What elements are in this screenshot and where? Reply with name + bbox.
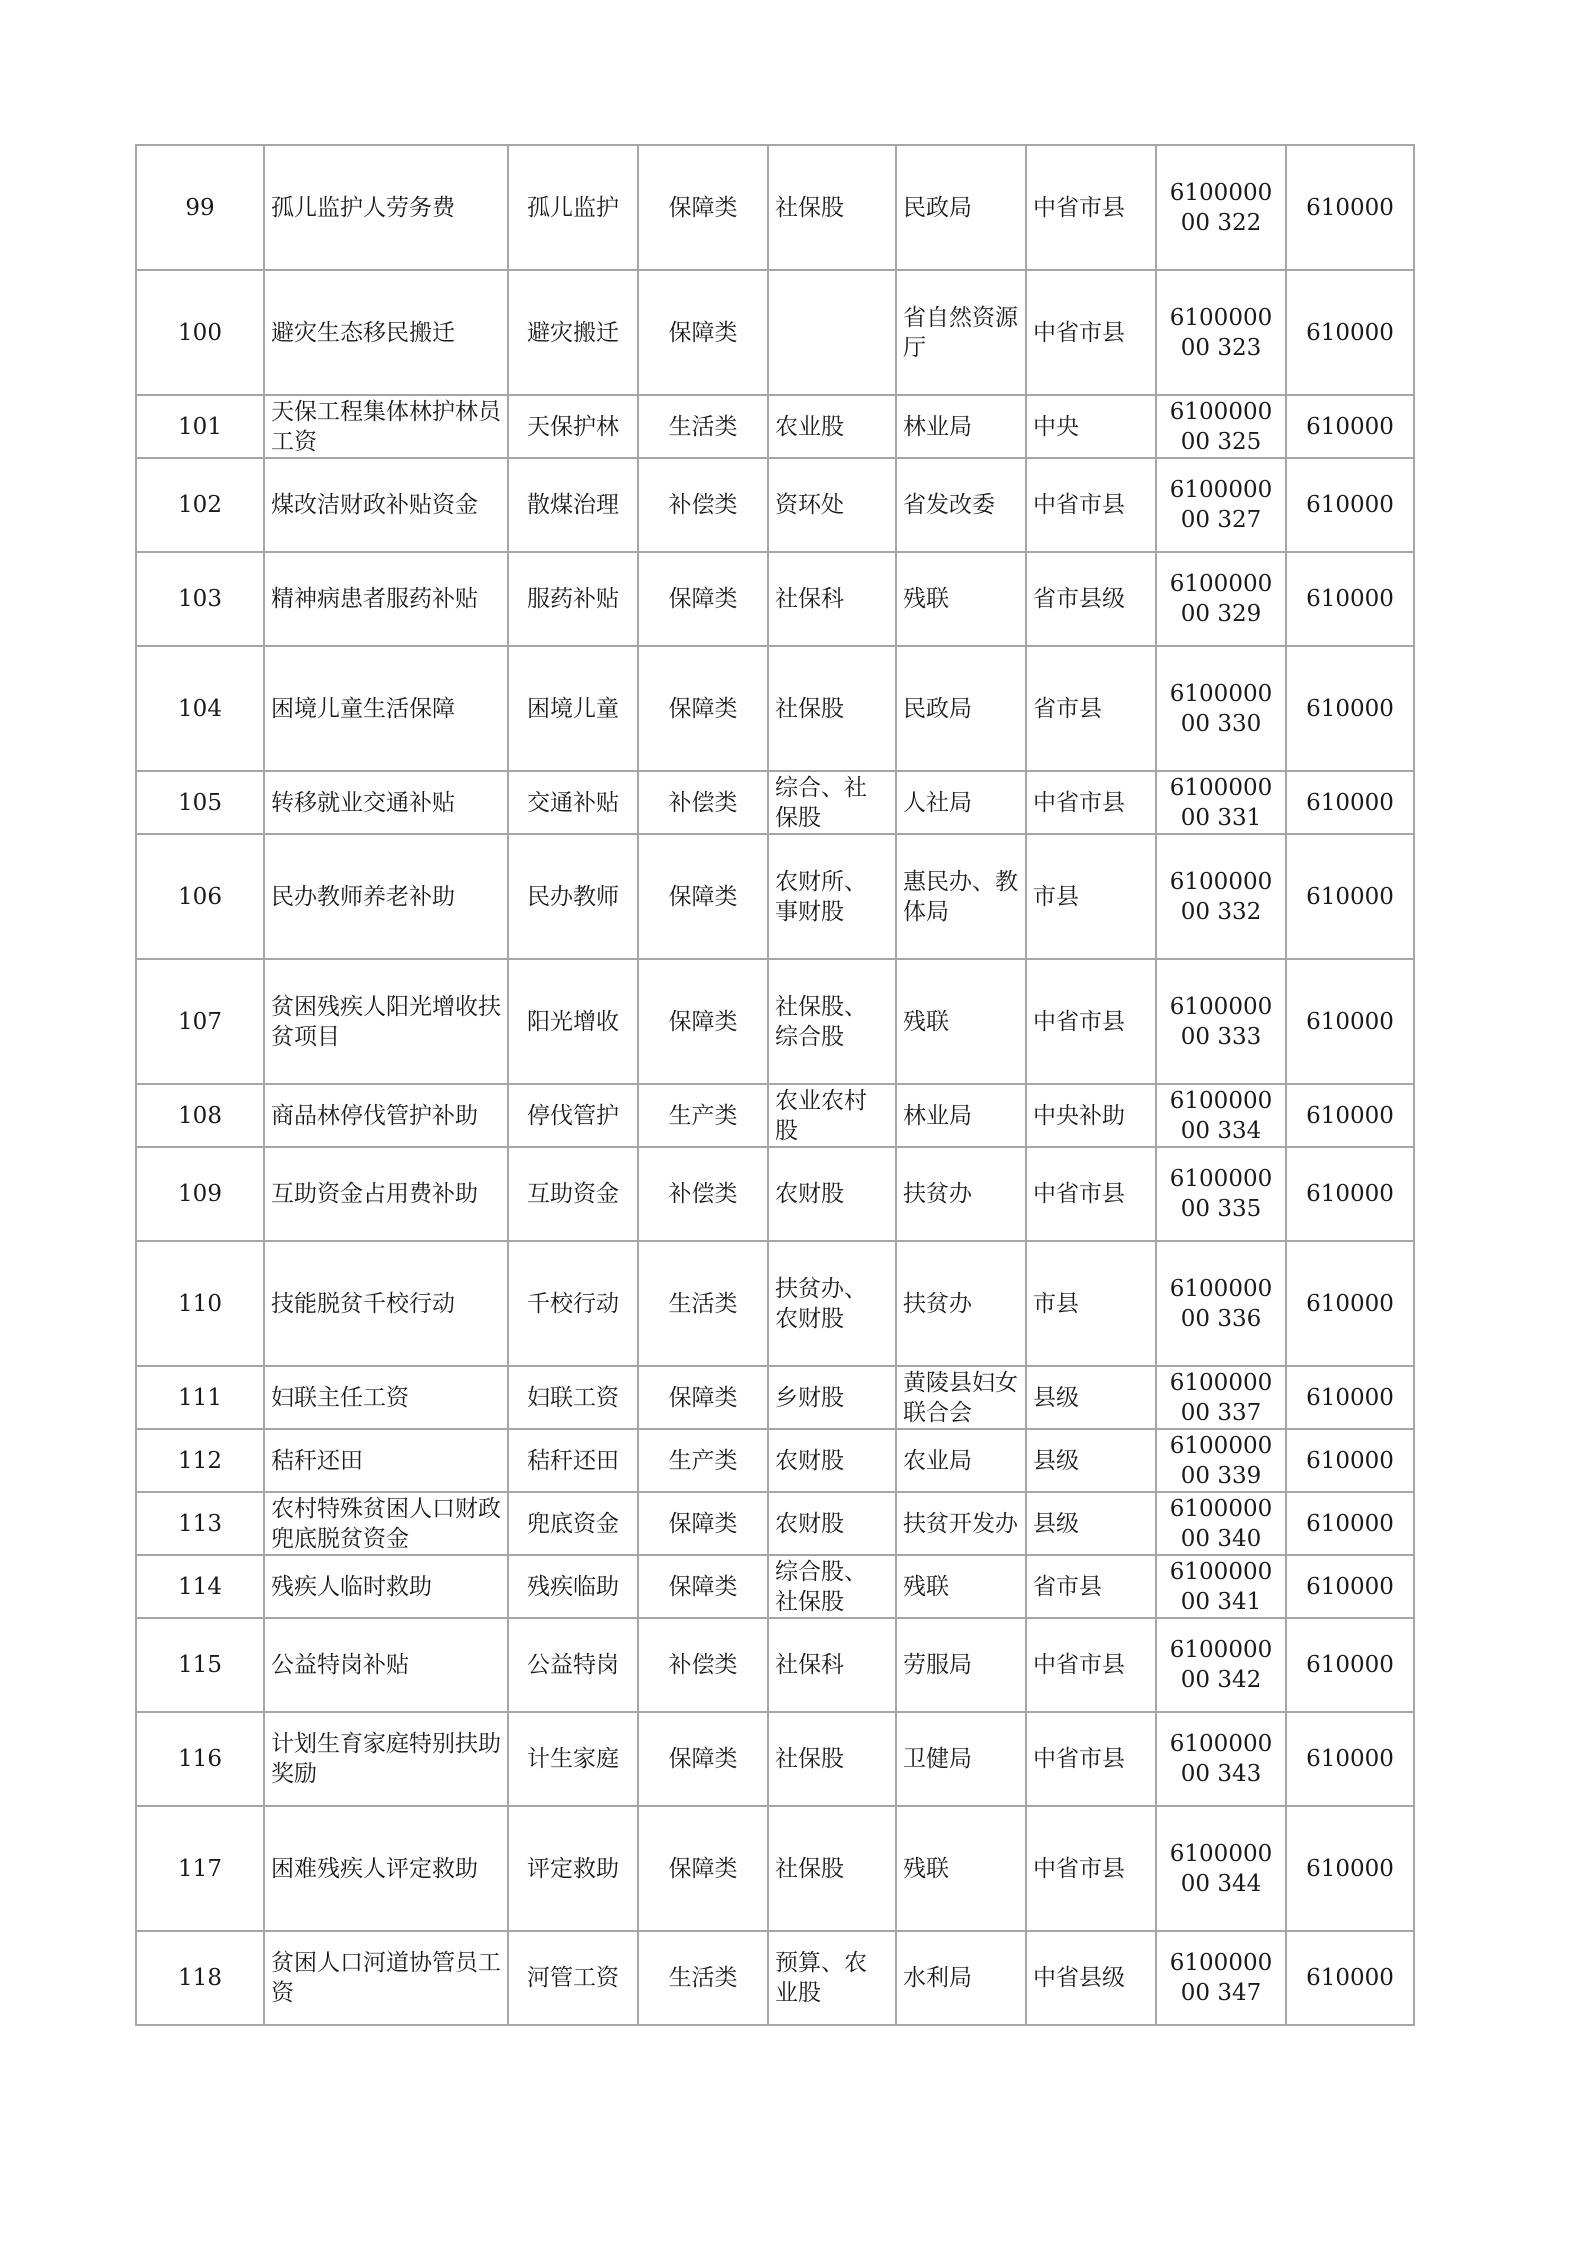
cell-project-name: 残疾人临时救助 [264, 1555, 508, 1618]
cell-code: 610000000 335 [1156, 1147, 1286, 1241]
table-row [136, 959, 1414, 1084]
cell-number: 104 [136, 646, 264, 771]
cell-number: 103 [136, 552, 264, 646]
cell-project-name: 贫困残疾人阳光增收扶贫项目 [264, 959, 508, 1084]
cell-number: 115 [136, 1618, 264, 1712]
cell-region-code: 610000 [1286, 1806, 1414, 1931]
cell-code: 610000000 342 [1156, 1618, 1286, 1712]
cell-code: 610000000 340 [1156, 1492, 1286, 1555]
cell-region-code: 610000 [1286, 646, 1414, 771]
cell-funding-level: 中省市县 [1026, 1618, 1156, 1712]
cell-region-code: 610000 [1286, 1931, 1414, 2025]
cell-region-code: 610000 [1286, 552, 1414, 646]
cell-short-name: 避灾搬迁 [508, 270, 638, 395]
cell-bureau: 林业局 [896, 395, 1026, 458]
cell-project-name: 农村特殊贫困人口财政兜底脱贫资金 [264, 1492, 508, 1555]
cell-funding-level: 省市县 [1026, 646, 1156, 771]
cell-funding-level: 中央补助 [1026, 1084, 1156, 1147]
table-row [136, 1084, 1414, 1147]
cell-bureau: 农业局 [896, 1429, 1026, 1492]
cell-number: 113 [136, 1492, 264, 1555]
cell-funding-level: 中省市县 [1026, 1712, 1156, 1806]
cell-bureau: 扶贫开发办 [896, 1492, 1026, 1555]
cell-code: 610000000 329 [1156, 552, 1286, 646]
cell-bureau: 劳服局 [896, 1618, 1026, 1712]
cell-code: 610000000 347 [1156, 1931, 1286, 2025]
cell-category: 补偿类 [638, 771, 768, 834]
cell-project-name: 计划生育家庭特别扶助奖励 [264, 1712, 508, 1806]
cell-department: 农业农村股 [768, 1084, 896, 1147]
cell-category: 保障类 [638, 1712, 768, 1806]
cell-category: 补偿类 [638, 1618, 768, 1712]
table-row [136, 552, 1414, 646]
cell-project-name: 商品林停伐管护补助 [264, 1084, 508, 1147]
cell-department: 社保股 [768, 1712, 896, 1806]
table-row [136, 270, 1414, 395]
cell-short-name: 互助资金 [508, 1147, 638, 1241]
cell-short-name: 评定救助 [508, 1806, 638, 1931]
cell-category: 保障类 [638, 552, 768, 646]
cell-department: 扶贫办、农财股 [768, 1241, 896, 1366]
cell-department [768, 270, 896, 395]
cell-category: 生产类 [638, 1084, 768, 1147]
table-row [136, 646, 1414, 771]
cell-funding-level: 县级 [1026, 1366, 1156, 1429]
cell-region-code: 610000 [1286, 1241, 1414, 1366]
cell-number: 112 [136, 1429, 264, 1492]
cell-region-code: 610000 [1286, 834, 1414, 959]
cell-number: 99 [136, 145, 264, 270]
cell-bureau: 扶贫办 [896, 1241, 1026, 1366]
cell-category: 生活类 [638, 1241, 768, 1366]
cell-category: 保障类 [638, 1366, 768, 1429]
cell-number: 100 [136, 270, 264, 395]
subsidy-table [135, 144, 1415, 2026]
cell-department: 农财股 [768, 1147, 896, 1241]
cell-department: 综合、社保股 [768, 771, 896, 834]
table-row [136, 1241, 1414, 1366]
cell-bureau: 人社局 [896, 771, 1026, 834]
cell-category: 保障类 [638, 145, 768, 270]
cell-short-name: 千校行动 [508, 1241, 638, 1366]
table-row [136, 1618, 1414, 1712]
cell-number: 107 [136, 959, 264, 1084]
cell-bureau: 省自然资源厅 [896, 270, 1026, 395]
table-row [136, 1366, 1414, 1429]
cell-number: 111 [136, 1366, 264, 1429]
cell-funding-level: 省市县 [1026, 1555, 1156, 1618]
cell-short-name: 交通补贴 [508, 771, 638, 834]
cell-code: 610000000 330 [1156, 646, 1286, 771]
cell-funding-level: 中省市县 [1026, 1806, 1156, 1931]
cell-short-name: 秸秆还田 [508, 1429, 638, 1492]
cell-bureau: 水利局 [896, 1931, 1026, 2025]
cell-category: 生活类 [638, 1931, 768, 2025]
cell-department: 社保科 [768, 1618, 896, 1712]
cell-funding-level: 中省市县 [1026, 1147, 1156, 1241]
table-row [136, 1147, 1414, 1241]
cell-category: 保障类 [638, 959, 768, 1084]
cell-bureau: 惠民办、教体局 [896, 834, 1026, 959]
cell-short-name: 公益特岗 [508, 1618, 638, 1712]
cell-region-code: 610000 [1286, 1147, 1414, 1241]
cell-funding-level: 市县 [1026, 834, 1156, 959]
cell-number: 114 [136, 1555, 264, 1618]
table-row [136, 145, 1414, 270]
cell-department: 资环处 [768, 458, 896, 552]
cell-category: 保障类 [638, 1555, 768, 1618]
cell-bureau: 扶贫办 [896, 1147, 1026, 1241]
cell-department: 社保科 [768, 552, 896, 646]
cell-project-name: 技能脱贫千校行动 [264, 1241, 508, 1366]
cell-number: 117 [136, 1806, 264, 1931]
cell-region-code: 610000 [1286, 771, 1414, 834]
cell-funding-level: 中省市县 [1026, 771, 1156, 834]
cell-code: 610000000 341 [1156, 1555, 1286, 1618]
cell-region-code: 610000 [1286, 458, 1414, 552]
cell-region-code: 610000 [1286, 1618, 1414, 1712]
cell-region-code: 610000 [1286, 145, 1414, 270]
cell-bureau: 林业局 [896, 1084, 1026, 1147]
cell-number: 116 [136, 1712, 264, 1806]
cell-number: 106 [136, 834, 264, 959]
cell-code: 610000000 336 [1156, 1241, 1286, 1366]
table-row [136, 1931, 1414, 2025]
cell-short-name: 兜底资金 [508, 1492, 638, 1555]
cell-project-name: 孤儿监护人劳务费 [264, 145, 508, 270]
cell-bureau: 省发改委 [896, 458, 1026, 552]
table-row [136, 1492, 1414, 1555]
table-row [136, 395, 1414, 458]
cell-funding-level: 中省县级 [1026, 1931, 1156, 2025]
table-row [136, 1806, 1414, 1931]
cell-project-name: 互助资金占用费补助 [264, 1147, 508, 1241]
table-row [136, 771, 1414, 834]
cell-short-name: 妇联工资 [508, 1366, 638, 1429]
cell-category: 保障类 [638, 1806, 768, 1931]
cell-category: 保障类 [638, 270, 768, 395]
cell-project-name: 避灾生态移民搬迁 [264, 270, 508, 395]
cell-category: 保障类 [638, 834, 768, 959]
cell-number: 109 [136, 1147, 264, 1241]
cell-code: 610000000 337 [1156, 1366, 1286, 1429]
cell-bureau: 残联 [896, 1806, 1026, 1931]
cell-funding-level: 县级 [1026, 1429, 1156, 1492]
cell-region-code: 610000 [1286, 959, 1414, 1084]
cell-number: 105 [136, 771, 264, 834]
cell-region-code: 610000 [1286, 1429, 1414, 1492]
cell-code: 610000000 327 [1156, 458, 1286, 552]
cell-funding-level: 中省市县 [1026, 270, 1156, 395]
cell-short-name: 困境儿童 [508, 646, 638, 771]
cell-project-name: 困境儿童生活保障 [264, 646, 508, 771]
cell-code: 610000000 331 [1156, 771, 1286, 834]
cell-funding-level: 省市县级 [1026, 552, 1156, 646]
cell-short-name: 阳光增收 [508, 959, 638, 1084]
cell-bureau: 残联 [896, 1555, 1026, 1618]
cell-funding-level: 中省市县 [1026, 959, 1156, 1084]
cell-region-code: 610000 [1286, 1712, 1414, 1806]
cell-department: 社保股 [768, 646, 896, 771]
cell-region-code: 610000 [1286, 1492, 1414, 1555]
cell-project-name: 精神病患者服药补贴 [264, 552, 508, 646]
cell-department: 农业股 [768, 395, 896, 458]
cell-project-name: 煤改洁财政补贴资金 [264, 458, 508, 552]
cell-category: 生产类 [638, 1429, 768, 1492]
cell-bureau: 民政局 [896, 145, 1026, 270]
cell-short-name: 计生家庭 [508, 1712, 638, 1806]
cell-funding-level: 中央 [1026, 395, 1156, 458]
cell-short-name: 停伐管护 [508, 1084, 638, 1147]
cell-project-name: 民办教师养老补助 [264, 834, 508, 959]
cell-region-code: 610000 [1286, 1084, 1414, 1147]
cell-code: 610000000 344 [1156, 1806, 1286, 1931]
cell-short-name: 孤儿监护 [508, 145, 638, 270]
cell-department: 农财股 [768, 1492, 896, 1555]
cell-department: 社保股、综合股 [768, 959, 896, 1084]
cell-department: 社保股 [768, 1806, 896, 1931]
cell-region-code: 610000 [1286, 1555, 1414, 1618]
cell-code: 610000000 325 [1156, 395, 1286, 458]
cell-department: 社保股 [768, 145, 896, 270]
cell-bureau: 黄陵县妇女联合会 [896, 1366, 1026, 1429]
cell-category: 保障类 [638, 1492, 768, 1555]
table-row [136, 1712, 1414, 1806]
cell-code: 610000000 323 [1156, 270, 1286, 395]
cell-department: 预算、农业股 [768, 1931, 896, 2025]
cell-short-name: 服药补贴 [508, 552, 638, 646]
cell-project-name: 妇联主任工资 [264, 1366, 508, 1429]
table-row [136, 834, 1414, 959]
cell-code: 610000000 343 [1156, 1712, 1286, 1806]
table-body [136, 145, 1414, 2025]
cell-project-name: 贫困人口河道协管员工资 [264, 1931, 508, 2025]
cell-code: 610000000 333 [1156, 959, 1286, 1084]
cell-funding-level: 中省市县 [1026, 458, 1156, 552]
cell-short-name: 天保护林 [508, 395, 638, 458]
cell-project-name: 秸秆还田 [264, 1429, 508, 1492]
cell-code: 610000000 339 [1156, 1429, 1286, 1492]
cell-short-name: 民办教师 [508, 834, 638, 959]
cell-funding-level: 县级 [1026, 1492, 1156, 1555]
cell-bureau: 残联 [896, 552, 1026, 646]
cell-project-name: 困难残疾人评定救助 [264, 1806, 508, 1931]
cell-category: 补偿类 [638, 1147, 768, 1241]
cell-number: 118 [136, 1931, 264, 2025]
cell-region-code: 610000 [1286, 395, 1414, 458]
cell-region-code: 610000 [1286, 270, 1414, 395]
cell-short-name: 残疾临助 [508, 1555, 638, 1618]
cell-code: 610000000 322 [1156, 145, 1286, 270]
cell-project-name: 天保工程集体林护林员工资 [264, 395, 508, 458]
cell-bureau: 残联 [896, 959, 1026, 1084]
cell-funding-level: 市县 [1026, 1241, 1156, 1366]
cell-code: 610000000 334 [1156, 1084, 1286, 1147]
table-row [136, 1555, 1414, 1618]
cell-region-code: 610000 [1286, 1366, 1414, 1429]
cell-number: 108 [136, 1084, 264, 1147]
cell-number: 102 [136, 458, 264, 552]
cell-code: 610000000 332 [1156, 834, 1286, 959]
cell-project-name: 转移就业交通补贴 [264, 771, 508, 834]
cell-department: 农财所、事财股 [768, 834, 896, 959]
cell-number: 110 [136, 1241, 264, 1366]
table-row [136, 1429, 1414, 1492]
cell-department: 乡财股 [768, 1366, 896, 1429]
cell-project-name: 公益特岗补贴 [264, 1618, 508, 1712]
cell-category: 补偿类 [638, 458, 768, 552]
cell-department: 农财股 [768, 1429, 896, 1492]
cell-funding-level: 中省市县 [1026, 145, 1156, 270]
cell-short-name: 散煤治理 [508, 458, 638, 552]
cell-category: 保障类 [638, 646, 768, 771]
cell-number: 101 [136, 395, 264, 458]
cell-category: 生活类 [638, 395, 768, 458]
cell-short-name: 河管工资 [508, 1931, 638, 2025]
cell-bureau: 卫健局 [896, 1712, 1026, 1806]
table-row [136, 458, 1414, 552]
cell-department: 综合股、社保股 [768, 1555, 896, 1618]
cell-bureau: 民政局 [896, 646, 1026, 771]
